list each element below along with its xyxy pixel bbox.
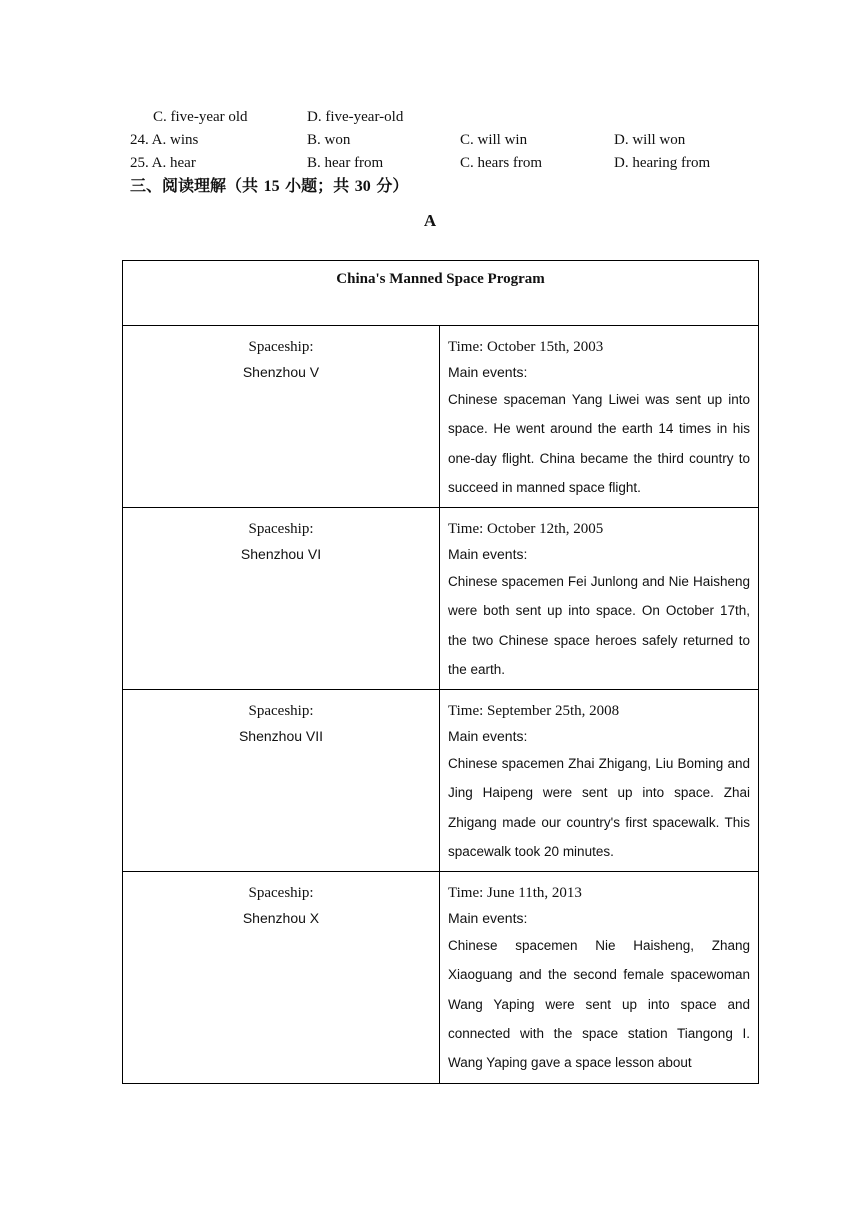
main-events-label: Main events: — [448, 728, 528, 744]
spaceship-name: Shenzhou VII — [238, 728, 324, 744]
event-time: Time: October 15th, 2003 — [448, 339, 604, 355]
option-c: C. hears from — [460, 155, 543, 171]
events-description: Chinese spacemen Fei Junlong and Nie Haisheng were both sent up into space. On October 17th, the two Chinese space heroes safely returned to the earth. — [448, 574, 751, 677]
table-row — [123, 690, 759, 872]
answer-options-row — [130, 109, 770, 131]
spaceship-name: Shenzhou VI — [240, 546, 322, 562]
main-events-label: Main events: — [448, 364, 528, 380]
section-heading-suffix: 分） — [376, 176, 409, 195]
main-events-label: Main events: — [448, 546, 528, 562]
spaceship-cell — [123, 508, 440, 690]
spaceship-label: Spaceship: — [248, 339, 314, 355]
spaceship-label: Spaceship: — [248, 885, 314, 901]
events-description: Chinese spacemen Zhai Zhigang, Liu Boming and Jing Haipeng were sent up into space. Zhai Zhigang made our country's first spacewalk. This spacewalk took 20 minutes. — [448, 756, 751, 859]
question-count: 15 — [263, 178, 280, 195]
event-time: Time: October 12th, 2005 — [448, 521, 604, 537]
section-heading — [130, 173, 408, 196]
option-c: C. will win — [460, 132, 528, 148]
events-cell — [440, 508, 759, 690]
spaceship-label: Spaceship: — [248, 521, 314, 537]
events-description: Chinese spacemen Nie Haisheng, Zhang Xiaoguang and the second female spacewoman Wang Yaping were sent up into space and connected with the space station Tiangong I. Wang Yaping gave a space lesson about — [448, 938, 751, 1071]
spaceship-label: Spaceship: — [248, 703, 314, 719]
section-heading-prefix: 三、阅读理解（共 — [130, 176, 259, 195]
main-events-label: Main events: — [448, 910, 528, 926]
table-row — [123, 508, 759, 690]
option-c: C. five-year old — [153, 109, 248, 125]
score-total: 30 — [354, 178, 371, 195]
table-row — [123, 326, 759, 508]
spaceship-name: Shenzhou X — [242, 910, 320, 926]
option-a: 25. A. hear — [130, 155, 196, 171]
events-cell — [440, 326, 759, 508]
table-row — [123, 872, 759, 1084]
section-heading-middle: 小题；共 — [285, 176, 350, 195]
spaceship-cell — [123, 872, 440, 1084]
option-b: B. hear from — [307, 155, 384, 171]
event-time: Time: September 25th, 2008 — [448, 703, 620, 719]
spaceship-cell — [123, 326, 440, 508]
table-title: China's Manned Space Program — [336, 271, 545, 287]
table-title-cell — [123, 261, 759, 326]
events-description: Chinese spaceman Yang Liwei was sent up into space. He went around the earth 14 times in his one-day flight. China became the third country to succeed in manned space flight. — [448, 392, 751, 495]
option-a: 24. A. wins — [130, 132, 199, 148]
space-program-table — [122, 260, 759, 1084]
question-24-row — [130, 132, 770, 154]
option-b: B. won — [307, 132, 351, 148]
passage-letter: A — [423, 211, 437, 230]
option-d: D. five-year-old — [307, 109, 404, 125]
events-cell — [440, 872, 759, 1084]
events-cell — [440, 690, 759, 872]
option-d: D. hearing from — [614, 155, 711, 171]
event-time: Time: June 11th, 2013 — [448, 885, 582, 901]
spaceship-name: Shenzhou V — [242, 364, 320, 380]
option-d: D. will won — [614, 132, 686, 148]
spaceship-cell — [123, 690, 440, 872]
